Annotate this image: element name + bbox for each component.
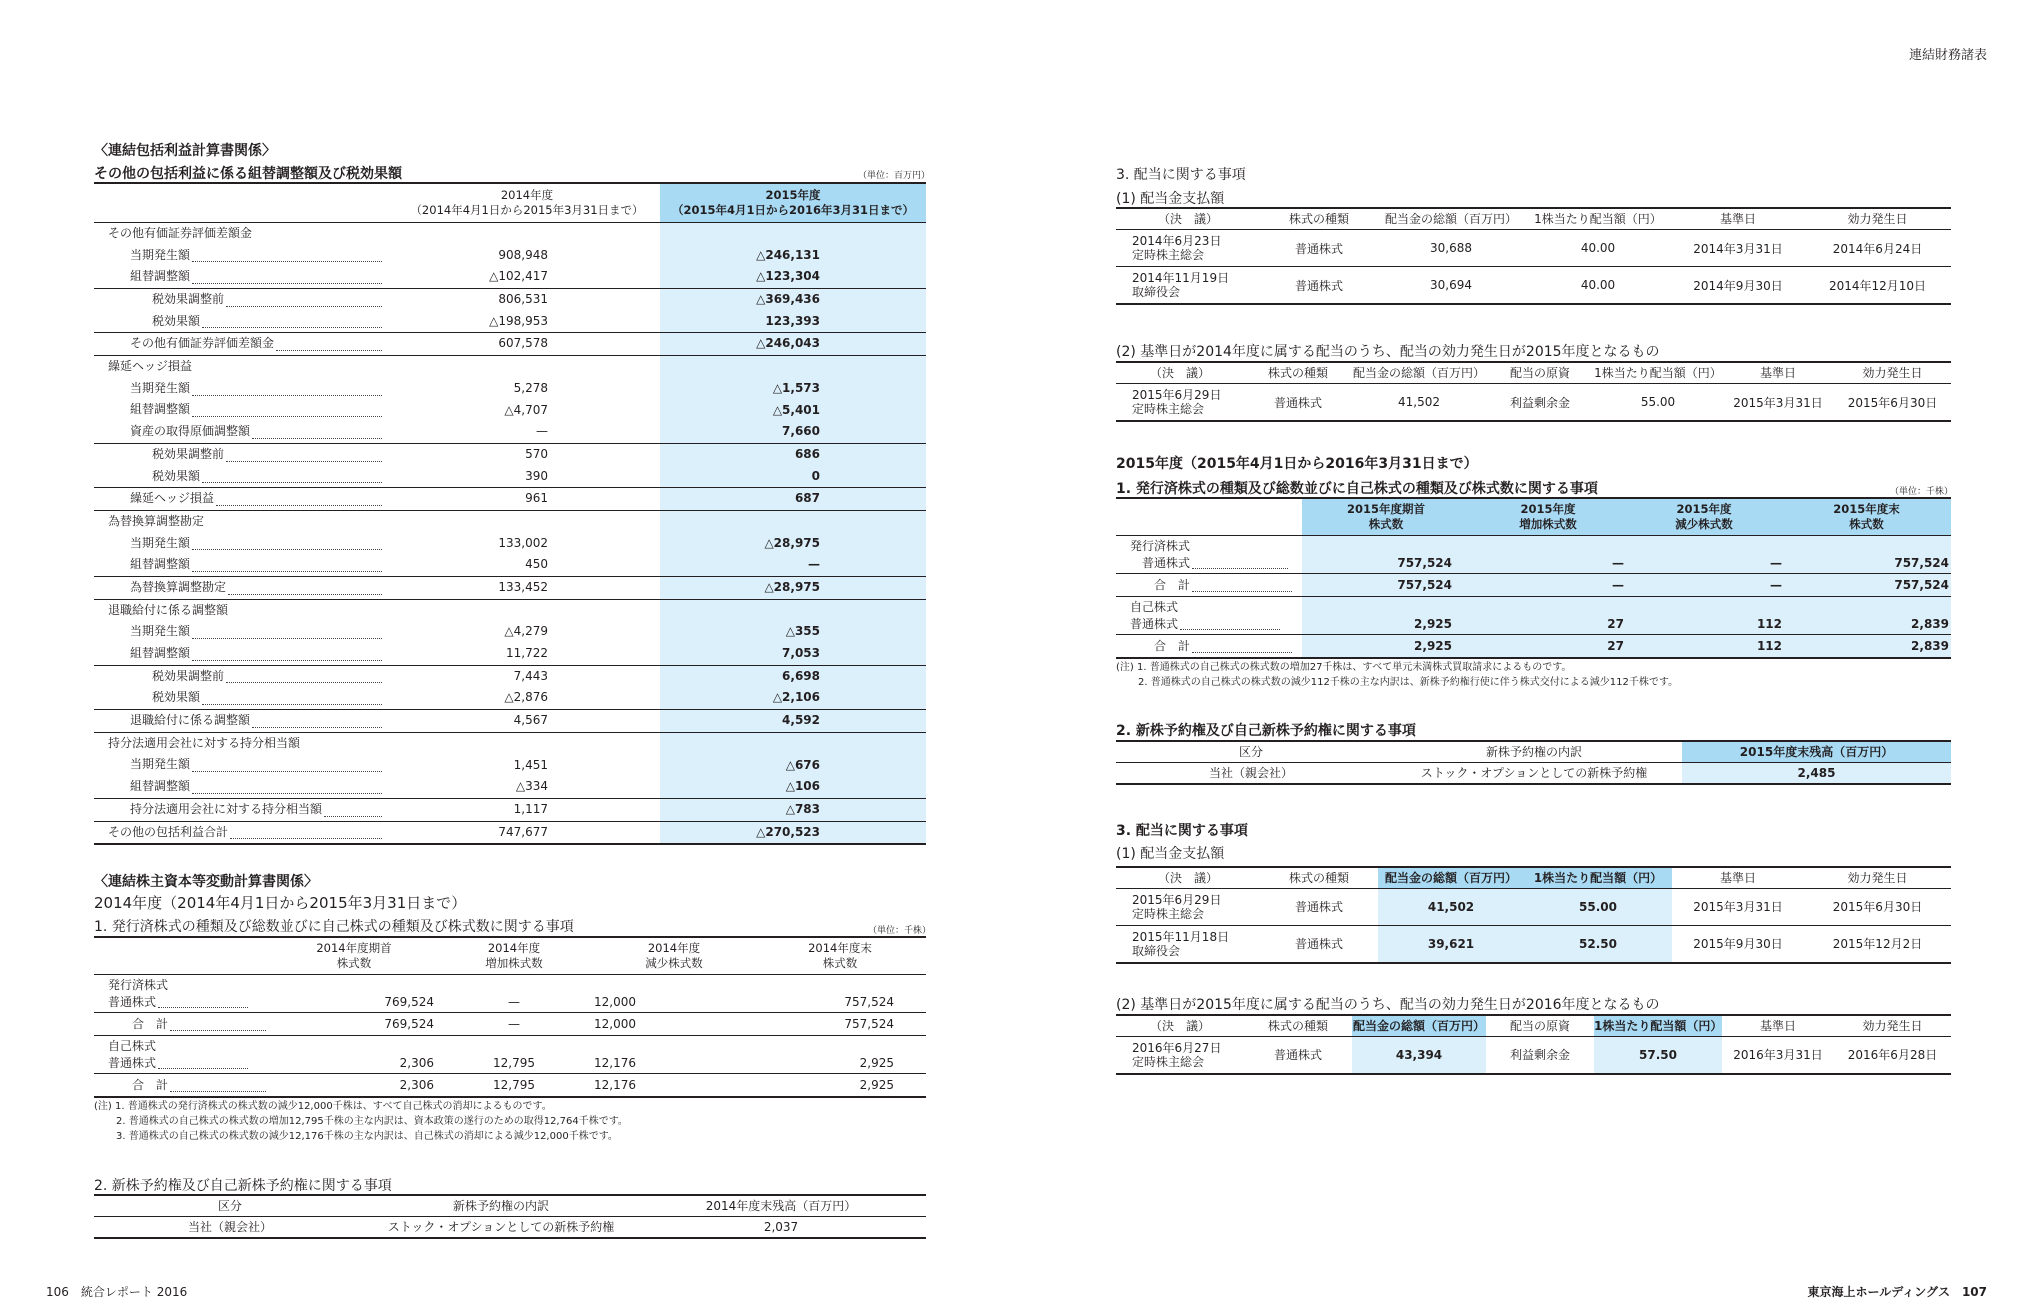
oci-row-2014: 11,722: [506, 646, 548, 661]
div15b-h-per: 1株当たり配当額（円）: [1594, 1016, 1722, 1036]
div14-r2-body: 取締役会: [1132, 285, 1181, 299]
oci-row-label: 持分法適用会社に対する持分相当額: [130, 801, 323, 816]
shares14-head-dec: 2014年度 減少株式数: [645, 941, 703, 970]
oci-row-2015: △676: [660, 755, 926, 777]
div14-h-effective: 効力発生日: [1847, 212, 1908, 226]
oci-row-2014: △198,953: [489, 313, 548, 328]
shares15-r4-dec: 112: [1756, 639, 1782, 653]
oci-row: [94, 755, 926, 777]
options15-head-detail: 新株予約権の内訳: [1485, 745, 1582, 759]
oci-row-label: 当期発生額: [130, 247, 191, 262]
y15-unit: （単位：千株）: [1890, 487, 1954, 497]
oci-row: [94, 289, 926, 311]
oci-row-2014: 607,578: [498, 336, 548, 351]
shares15-r2-dec: —: [1770, 578, 1782, 592]
div15-table2: [1116, 1014, 1951, 1075]
oci-row-2014: 1,117: [513, 801, 548, 816]
oci-row-label: その他有価証券評価差額金: [108, 225, 253, 240]
oci-row-2015: [660, 600, 926, 622]
shares14-r4-begin: 2,306: [399, 1078, 434, 1092]
options14-head-class: 区分: [217, 1199, 242, 1213]
div15b-total: 43,394: [1352, 1037, 1486, 1073]
oci-row-2015: 686: [660, 444, 926, 466]
oci-row-2014: 133,452: [498, 580, 548, 594]
div15-r1-type: 普通株式: [1294, 900, 1343, 914]
oci-table: [94, 182, 926, 845]
shares15-group-issued: 発行済株式: [1130, 539, 1191, 553]
div15-r2-body: 取締役会: [1132, 944, 1181, 958]
div14b-h-resolution: （決 議）: [1149, 366, 1210, 380]
div15-r2-date: 2015年11月18日: [1132, 930, 1230, 944]
oci-row-2014: △4,707: [504, 402, 548, 417]
shares15-common-label: 普通株式: [1142, 556, 1191, 570]
div14-r2-per: 40.00: [1580, 278, 1616, 292]
oci-row-label: 当期発生額: [130, 380, 191, 395]
oci-row-2014: △4,279: [504, 624, 548, 639]
options14-detail: ストック・オプションとしての新株予約権: [387, 1220, 615, 1234]
oci-row: [94, 621, 926, 643]
y15-note-1: (注) 1. 普通株式の自己株式の株式数の増加27千株は、すべて単元未満株式買取請求によるものです。: [1116, 662, 1572, 673]
oci-row-2015: △28,975: [660, 533, 926, 555]
shares14-treasury-total-label: 合 計: [132, 1078, 169, 1092]
div15-r2-per: 52.50: [1524, 926, 1672, 962]
oci-row-2015: △123,304: [660, 266, 926, 288]
oci-row-2014: —: [536, 424, 548, 439]
shares15-r2-end: 757,524: [1894, 578, 1949, 592]
div15b-h-source: 配当の原資: [1509, 1019, 1570, 1033]
shares14-treasury-common-label: 普通株式: [108, 1056, 157, 1070]
equity-note-2: 2. 普通株式の自己株式の株式数の増加12,795千株の主な内訳は、資本政策の遂行のための取得12,764千株です。: [116, 1116, 628, 1127]
oci-row-2014: 7,443: [513, 668, 548, 683]
shares15-r2-begin: 757,524: [1397, 578, 1452, 592]
oci-row-2015: △369,436: [660, 289, 926, 311]
shares14-r2-inc: —: [508, 1017, 520, 1031]
div14b-effective: 2015年6月30日: [1847, 395, 1938, 410]
oci-row: [94, 311, 926, 334]
equity-shares-title: 1. 発行済株式の種類及び総数並びに自己株式の種類及び株式数に関する事項: [94, 919, 574, 935]
shares15-r3-inc: 27: [1607, 617, 1624, 631]
div14-h-resolution: （決 議）: [1157, 212, 1218, 226]
shares15-r3-dec: 112: [1756, 617, 1782, 631]
shares14-head-begin: 2014年度期首 株式数: [316, 941, 392, 970]
oci-row: [94, 710, 926, 733]
shares14-total-label: 合 計: [132, 1017, 169, 1031]
shares15-r4-begin: 2,925: [1414, 639, 1452, 653]
div15-table1: [1116, 866, 1951, 964]
div14-r1-total: 30,688: [1430, 241, 1472, 255]
oci-row-2015: 7,053: [660, 643, 926, 665]
div15-r2-effective: 2015年12月2日: [1832, 937, 1923, 951]
div15b-record: 2016年3月31日: [1733, 1048, 1823, 1062]
oci-row-2014: 390: [525, 468, 548, 483]
div15-h-total: 配当金の総額（百万円）: [1378, 868, 1524, 888]
oci-row-label: 組替調整額: [130, 557, 191, 572]
oci-row-label: 退職給付に係る調整額: [130, 713, 251, 728]
oci-row-2014: [394, 600, 660, 622]
oci-row: [94, 266, 926, 289]
options15-title: 2. 新株予約権及び自己新株予約権に関する事項: [1116, 723, 1416, 739]
div14-r1-effective: 2014年6月24日: [1832, 241, 1923, 256]
equity-note-3: 3. 普通株式の自己株式の株式数の減少12,176千株の主な内訳は、自己株式の消却による減少12,000千株です。: [116, 1131, 618, 1142]
options15-class: 当社（親会社）: [1208, 766, 1293, 780]
options-table-2014: [94, 1194, 926, 1239]
shares14-head-inc: 2014年度 増加株式数: [485, 941, 543, 970]
shares14-r1-end: 757,524: [844, 995, 894, 1009]
oci-row-2015: 0: [660, 466, 926, 488]
div14b-per: 55.00: [1640, 395, 1676, 409]
oci-row: [94, 245, 926, 267]
div15b-h-effective: 効力発生日: [1862, 1019, 1923, 1033]
oci-row: [94, 356, 926, 378]
shares15-total-label: 合 計: [1154, 578, 1191, 592]
oci-row-label: 繰延ヘッジ損益: [108, 359, 193, 374]
div14b-h-record: 基準日: [1759, 366, 1796, 380]
oci-row-2014: △334: [515, 779, 548, 794]
div15-r2-record: 2015年9月30日: [1693, 937, 1783, 951]
div14-r1-type: 普通株式: [1294, 241, 1343, 256]
oci-unit: （単位：百万円）: [858, 171, 931, 181]
div14-r2-total: 30,694: [1430, 278, 1472, 292]
shares14-r2-dec: 12,000: [594, 1017, 636, 1031]
oci-row-2015: △246,131: [660, 245, 926, 267]
div15-r1-date: 2015年6月29日: [1132, 893, 1222, 907]
shares14-group-issued: 発行済株式: [108, 978, 169, 992]
div15-r1-record: 2015年3月31日: [1693, 900, 1783, 914]
oci-row: [94, 733, 926, 755]
oci-row-label: 繰延ヘッジ損益: [130, 491, 215, 506]
div14-r2-date: 2014年11月19日: [1132, 271, 1230, 285]
div15-r1-total: 41,502: [1378, 889, 1524, 925]
oci-row: [94, 643, 926, 666]
equity-heading: 〈連結株主資本等変動計算書関係〉: [94, 874, 318, 890]
oci-row-2015: △246,043: [660, 333, 926, 355]
options15-balance: 2,485: [1682, 763, 1951, 783]
oci-row: [94, 666, 926, 688]
div14b-h-per: 1株当たり配当額（円）: [1594, 366, 1722, 380]
oci-row-2015: 123,393: [660, 311, 926, 333]
oci-row-2015: △1,573: [660, 378, 926, 400]
oci-heading2: その他の包括利益に係る組替調整額及び税効果額: [94, 166, 402, 182]
div15-h-record: 基準日: [1719, 871, 1756, 885]
shares14-r1-begin: 769,524: [384, 995, 434, 1009]
shares15-head-begin: 2015年度期首 株式数: [1302, 499, 1470, 535]
oci-row-label: 組替調整額: [130, 646, 191, 661]
oci-row: [94, 444, 926, 466]
oci-row-label: その他有価証券評価差額金: [130, 336, 275, 351]
div14-title: 3. 配当に関する事項: [1116, 167, 1246, 183]
oci-row-2015: △2,106: [660, 687, 926, 709]
shares15-r3-begin: 2,925: [1414, 617, 1452, 631]
shares15-treasury-total-label: 合 計: [1154, 639, 1191, 653]
oci-row: [94, 687, 926, 710]
div14b-type: 普通株式: [1273, 395, 1322, 410]
oci-row: [94, 378, 926, 400]
oci-row-2014: 961: [525, 491, 548, 506]
oci-row-label: 当期発生額: [130, 535, 191, 550]
oci-row-label: 組替調整額: [130, 402, 191, 417]
oci-row-2015: 4,592: [660, 710, 926, 732]
shares15-r4-end: 2,839: [1911, 639, 1949, 653]
div15b-h-type: 株式の種類: [1267, 1019, 1328, 1033]
oci-row-2015: △28,975: [660, 577, 926, 599]
shares15-r4-inc: 27: [1607, 639, 1624, 653]
div15-title: 3. 配当に関する事項: [1116, 823, 1248, 839]
oci-row-label: 持分法適用会社に対する持分相当額: [108, 735, 301, 750]
shares15-group-treasury: 自己株式: [1130, 600, 1179, 614]
div15-h-resolution: （決 議）: [1157, 871, 1218, 885]
oci-row-2015: [660, 223, 926, 245]
options15-detail: ストック・オプションとしての新株予約権: [1420, 766, 1648, 780]
shares14-r2-end: 757,524: [844, 1017, 894, 1031]
div15-h-type: 株式の種類: [1288, 871, 1349, 885]
div15b-type: 普通株式: [1273, 1048, 1322, 1062]
oci-row-label: 税効果調整前: [152, 668, 225, 683]
oci-row-label: 税効果調整前: [152, 292, 225, 307]
oci-col2-period: （2015年4月1日から2016年3月31日まで）: [671, 203, 915, 217]
shares14-r3-dec: 12,176: [594, 1056, 636, 1070]
oci-row-2015: △106: [660, 776, 926, 798]
div15b-date: 2016年6月27日: [1132, 1041, 1222, 1055]
oci-row-2014: 1,451: [513, 757, 548, 772]
page-footer-left: 106 統合レポート 2016: [46, 1285, 188, 1299]
div14b-h-source: 配当の原資: [1509, 366, 1570, 380]
oci-row-label: 当期発生額: [130, 757, 191, 772]
oci-row-label: 為替換算調整勘定: [108, 513, 205, 528]
oci-heading1: 〈連結包括利益計算書関係〉: [94, 143, 276, 159]
options14-head-balance: 2014年度末残高（百万円）: [705, 1199, 857, 1213]
oci-row-label: 税効果調整前: [152, 446, 225, 461]
oci-row: [94, 600, 926, 622]
oci-table-body: [94, 223, 926, 845]
oci-row-2015: —: [660, 554, 926, 576]
oci-row: [94, 400, 926, 422]
div14b-h-total: 配当金の総額（百万円）: [1352, 366, 1485, 380]
div14-h-total: 配当金の総額（百万円）: [1384, 212, 1517, 226]
div15b-per: 57.50: [1594, 1037, 1722, 1073]
oci-row-label: 組替調整額: [130, 269, 191, 284]
y15-year-title: 2015年度（2015年4月1日から2016年3月31日まで）: [1116, 456, 1478, 472]
oci-row-2015: △355: [660, 621, 926, 643]
div15b-body: 定時株主総会: [1132, 1055, 1205, 1069]
oci-row: [94, 799, 926, 822]
oci-row-2014: [394, 733, 660, 755]
shares14-common-label: 普通株式: [108, 995, 157, 1009]
oci-row-2014: △2,876: [504, 690, 548, 705]
shares-table-2014: [94, 936, 926, 1098]
oci-row: [94, 333, 926, 356]
oci-row-2014: 5,278: [513, 380, 548, 395]
oci-row-2014: 570: [525, 446, 548, 461]
oci-row: [94, 511, 926, 533]
oci-col2-year: 2015年度: [765, 188, 821, 202]
div14-r1-record: 2014年3月31日: [1693, 241, 1783, 256]
div14-r1-body: 定時株主総会: [1132, 248, 1205, 262]
div14b-h-type: 株式の種類: [1267, 366, 1328, 380]
div14-r2-effective: 2014年12月10日: [1828, 278, 1927, 293]
oci-row-2014: 133,002: [498, 535, 548, 550]
oci-row-2014: △102,417: [489, 269, 548, 284]
oci-row-2015: [660, 356, 926, 378]
oci-row: [94, 533, 926, 555]
div14-table1: [1116, 207, 1951, 305]
oci-row: [94, 466, 926, 489]
div15-r2-type: 普通株式: [1294, 937, 1343, 951]
div14b-source: 利益剰余金: [1509, 395, 1570, 410]
shares14-r4-inc: 12,795: [493, 1078, 535, 1092]
shares15-treasury-common-label: 普通株式: [1130, 617, 1179, 631]
options15-head-balance: 2015年度末残高（百万円）: [1682, 742, 1951, 762]
oci-row-label: 税効果額: [152, 468, 201, 483]
oci-row-2014: [394, 511, 660, 533]
oci-row-2014: 908,948: [498, 247, 548, 262]
div14b-h-effective: 効力発生日: [1862, 366, 1923, 380]
oci-row-2015: 7,660: [660, 421, 926, 443]
div15-r2-total: 39,621: [1378, 926, 1524, 962]
oci-row-2014: 806,531: [498, 292, 548, 307]
page-header-right: 連結財務諸表: [1908, 48, 1987, 63]
shares15-head-end: 2015年度末 株式数: [1782, 499, 1951, 535]
shares14-r2-begin: 769,524: [384, 1017, 434, 1031]
shares15-r1-dec: —: [1770, 556, 1782, 570]
oci-row-2015: △270,523: [660, 822, 926, 844]
oci-row: [94, 577, 926, 600]
shares14-r3-begin: 2,306: [399, 1056, 434, 1070]
oci-row: [94, 822, 926, 846]
oci-row-2014: [394, 223, 660, 245]
options14-class: 当社（親会社）: [187, 1220, 272, 1234]
oci-row-2014: [394, 356, 660, 378]
options15-head-class: 区分: [1238, 745, 1263, 759]
equity-note-1: (注) 1. 普通株式の発行済株式の株式数の減少12,000千株は、すべて自己株式の消却によるものです。: [94, 1101, 552, 1112]
div15-r1-effective: 2015年6月30日: [1832, 900, 1923, 914]
equity-year-title: 2014年度（2014年4月1日から2015年3月31日まで）: [94, 894, 467, 912]
shares-table-2015: [1116, 497, 1951, 659]
oci-row-2015: [660, 733, 926, 755]
y15-shares-title: 1. 発行済株式の種類及び総数並びに自己株式の種類及び株式数に関する事項: [1116, 481, 1598, 497]
options14-balance: 2,037: [763, 1220, 799, 1234]
oci-row: [94, 421, 926, 444]
oci-row-2015: △5,401: [660, 400, 926, 422]
oci-row-label: 資産の取得原価調整額: [130, 424, 251, 439]
div14-h-type: 株式の種類: [1288, 212, 1349, 226]
div14-r2-record: 2014年9月30日: [1693, 278, 1783, 293]
div14b-record: 2015年3月31日: [1733, 395, 1823, 410]
y15-note-2: 2. 普通株式の自己株式の株式数の減少112千株の主な内訳は、新株予約権行使に伴う株式交付による減少112千株です。: [1138, 677, 1679, 688]
div14b-body: 定時株主総会: [1132, 402, 1205, 416]
div14-r2-type: 普通株式: [1294, 278, 1343, 293]
oci-row-label: その他の包括利益合計: [108, 824, 229, 839]
oci-row-label: 組替調整額: [130, 779, 191, 794]
div14-r1-date: 2014年6月23日: [1132, 234, 1222, 248]
oci-row-2015: 6,698: [660, 666, 926, 688]
shares15-r1-begin: 757,524: [1397, 556, 1452, 570]
oci-row-2014: 450: [525, 557, 548, 572]
oci-row-label: 為替換算調整勘定: [130, 579, 227, 594]
shares15-r2-inc: —: [1612, 578, 1624, 592]
oci-row-2015: △783: [660, 799, 926, 821]
options14-title: 2. 新株予約権及び自己新株予約権に関する事項: [94, 1178, 392, 1194]
shares14-r1-inc: —: [508, 995, 520, 1009]
div14-h-record: 基準日: [1719, 212, 1756, 226]
div15-sub1: (1) 配当金支払額: [1116, 846, 1225, 862]
div14b-date: 2015年6月29日: [1132, 388, 1222, 402]
div15-sub2: (2) 基準日が2015年度に属する配当のうち、配当の効力発生日が2016年度となるもの: [1116, 997, 1660, 1013]
oci-row-2015: 687: [660, 488, 926, 510]
shares14-group-treasury: 自己株式: [108, 1039, 157, 1053]
oci-row: [94, 554, 926, 577]
oci-row-2015: [660, 511, 926, 533]
options14-head-detail: 新株予約権の内訳: [452, 1199, 549, 1213]
div14-h-per: 1株当たり配当額（円）: [1534, 212, 1662, 226]
shares14-r4-end: 2,925: [859, 1078, 894, 1092]
oci-row-label: 当期発生額: [130, 624, 191, 639]
div15-r1-per: 55.00: [1524, 889, 1672, 925]
oci-row-2014: 4,567: [513, 713, 548, 728]
oci-col1-year: 2014年度: [500, 188, 554, 202]
div14-sub2: (2) 基準日が2014年度に属する配当のうち、配当の効力発生日が2015年度となるもの: [1116, 344, 1660, 360]
div14b-total: 41,502: [1398, 395, 1440, 409]
shares15-r1-end: 757,524: [1894, 556, 1949, 570]
shares14-r4-dec: 12,176: [594, 1078, 636, 1092]
shares14-r3-inc: 12,795: [493, 1056, 535, 1070]
options-table-2015: [1116, 740, 1951, 785]
div15-r1-body: 定時株主総会: [1132, 907, 1205, 921]
oci-row: [94, 776, 926, 799]
shares15-r3-end: 2,839: [1911, 617, 1949, 631]
oci-row-label: 税効果額: [152, 690, 201, 705]
div15b-effective: 2016年6月28日: [1847, 1048, 1938, 1062]
shares14-r1-dec: 12,000: [594, 995, 636, 1009]
shares15-r1-inc: —: [1612, 556, 1624, 570]
oci-row-2014: 747,677: [498, 824, 548, 839]
div14-table2: [1116, 361, 1951, 422]
shares15-head-dec: 2015年度 減少株式数: [1626, 499, 1782, 535]
shares15-head-inc: 2015年度 増加株式数: [1470, 499, 1626, 535]
shares14-r3-end: 2,925: [859, 1056, 894, 1070]
equity-unit: （単位：千株）: [868, 926, 932, 936]
div15b-source: 利益剰余金: [1509, 1048, 1570, 1062]
div14-r1-per: 40.00: [1580, 241, 1616, 255]
div14-sub1: (1) 配当金支払額: [1116, 191, 1225, 207]
div15-h-effective: 効力発生日: [1847, 871, 1908, 885]
page-footer-right: 東京海上ホールディングス 107: [1807, 1285, 1987, 1299]
shares14-head-end: 2014年度末 株式数: [808, 941, 872, 970]
div15b-h-resolution: （決 議）: [1149, 1019, 1210, 1033]
oci-row: [94, 223, 926, 245]
oci-row-label: 退職給付に係る調整額: [108, 602, 229, 617]
oci-row: [94, 488, 926, 511]
div15b-h-total: 配当金の総額（百万円）: [1352, 1016, 1486, 1036]
div15-h-per: 1株当たり配当額（円）: [1524, 868, 1672, 888]
oci-col1-period: （2014年4月1日から2015年3月31日まで）: [410, 203, 644, 217]
oci-row-label: 税効果額: [152, 313, 201, 328]
div15b-h-record: 基準日: [1759, 1019, 1796, 1033]
